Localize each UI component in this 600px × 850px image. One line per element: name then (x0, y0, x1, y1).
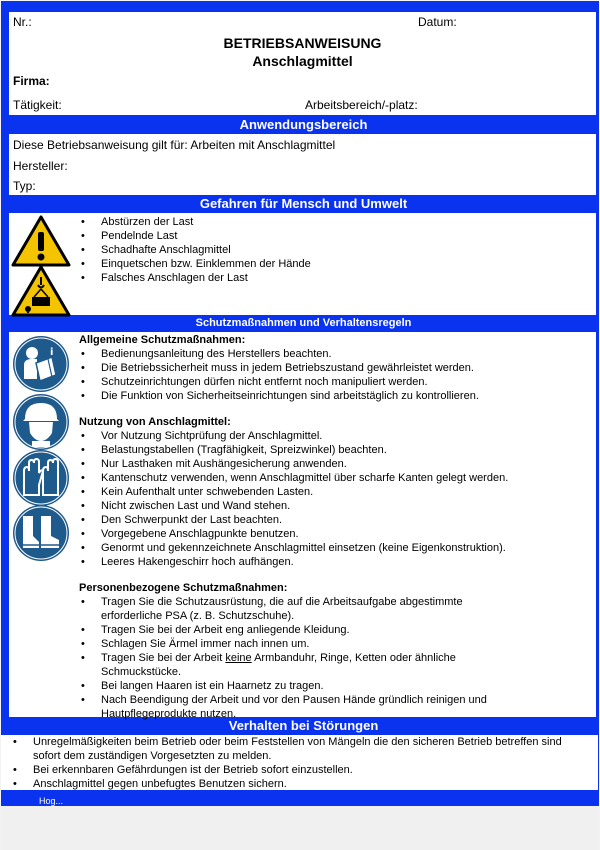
firma-label: Firma: (13, 74, 50, 88)
gefahren-heading (10, 196, 597, 212)
header-box (9, 12, 596, 115)
nutzung-list (80, 429, 508, 569)
list-item (80, 595, 487, 623)
list-item: • Genormt und gekennzeichnete Anschlagmittel einsetzen (keine Eigenkonstruktion). (80, 541, 508, 555)
allgemein-list (80, 347, 479, 403)
schutz-heading (10, 316, 597, 331)
list-item: • Anschlagmittel gegen unbefugtes Benutzen sichern. (12, 777, 562, 791)
list-item-line: sofort dem zuständigen Vorgesetzten zu melden. (33, 750, 272, 762)
document-title: BETRIEBSANWEISUNG (223, 35, 382, 51)
gefahren-box (9, 213, 596, 315)
list-item: • Den Schwerpunkt der Last beachten. (80, 513, 508, 527)
footer-text: Hog... (39, 796, 64, 806)
stoerungen-list (12, 735, 562, 791)
list-item: • Schlagen Sie Ärmel immer nach innen um. (80, 637, 487, 651)
gefahren-list (80, 215, 311, 285)
list-item: • Schadhafte Anschlagmittel (80, 243, 311, 257)
stoerungen-heading-text: Verhalten bei Störungen (228, 718, 379, 733)
list-item-text: Tragen Sie bei der Arbeit (101, 652, 226, 664)
list-item: • Bei langen Haaren ist ein Haarnetz zu tragen. (80, 679, 487, 693)
hard-hat-icon (12, 393, 70, 451)
list-item-text: Armbanduhr, Ringe, Ketten oder ähnliche (251, 652, 456, 664)
page-footer-area (1, 806, 599, 850)
list-item: • Bedienungsanleitung des Herstellers beachten. (80, 347, 479, 361)
general-warning-icon (11, 215, 71, 267)
list-item: • Kantenschutz verwenden, wenn Anschlagmittel über scharfe Kanten gelegt werden. (80, 471, 508, 485)
svg-text:i: i (50, 347, 54, 358)
list-item-line: Schmuckstücke. (101, 666, 182, 678)
gefahren-heading-text: Gefahren für Mensch und Umwelt (199, 196, 408, 211)
anwendungsbereich-heading-text: Anwendungsbereich (239, 117, 368, 132)
nutzung-heading: Nutzung von Anschlagmittel: (79, 416, 231, 428)
list-item: • Pendelnde Last (80, 229, 311, 243)
list-item: • Leeres Hakengeschirr hoch aufhängen. (80, 555, 508, 569)
gloves-icon (12, 449, 70, 507)
gilt-fuer-text: Diese Betriebsanweisung gilt für: Arbeiten mit Anschlagmittel (13, 138, 336, 152)
schutz-heading-text: Schutzmaßnahmen und Verhaltensregeln (195, 317, 412, 329)
list-item-line: Nach Beendigung der Arbeit und vor den Pausen Hände gründlich reinigen und (101, 694, 487, 706)
list-item-line: Unregelmäßigkeiten beim Betrieb oder beim Feststellen von Mängeln die den sicheren Betrieb betreffen sind (33, 736, 562, 748)
read-manual-icon (12, 335, 70, 393)
nr-label: Nr.: (13, 15, 32, 29)
person-list (80, 595, 487, 721)
list-item: • Nicht zwischen Last und Wand stehen. (80, 499, 508, 513)
safety-boots-icon (12, 504, 70, 562)
anwendungsbereich-heading (10, 117, 597, 133)
list-item: • Bei erkennbaren Gefährdungen ist der Betrieb sofort einzustellen. (12, 763, 562, 777)
list-item: • Die Betriebssicherheit muss in jedem Betriebszustand gewährleistet werden. (80, 361, 479, 375)
list-item-line: erforderliche PSA (z. B. Schutzschuhe). (101, 610, 295, 622)
list-item (80, 651, 487, 679)
suspended-load-warning-icon (11, 265, 71, 317)
emphasis-keine: keine (225, 652, 252, 664)
hersteller-label: Hersteller: (13, 159, 68, 173)
list-item: • Einquetschen bzw. Einklemmen der Hände (80, 257, 311, 271)
document-subtitle: Anschlagmittel (252, 53, 353, 69)
schutz-box (9, 332, 596, 720)
anwendungsbereich-box (9, 134, 596, 195)
allgemein-heading: Allgemeine Schutzmaßnahmen: (79, 334, 246, 346)
list-item: • Die Funktion von Sicherheitseinrichtungen sind arbeitstäglich zu kontrollieren. (80, 389, 479, 403)
list-item (80, 693, 487, 721)
person-heading: Personenbezogene Schutzmaßnahmen: (79, 582, 288, 594)
list-item-line: Tragen Sie die Schutzausrüstung, die auf die Arbeitsaufgabe abgestimmte (101, 596, 463, 608)
list-item: • Nur Lasthaken mit Aushängesicherung anwenden. (80, 457, 508, 471)
list-item (12, 735, 562, 763)
list-item: • Tragen Sie bei der Arbeit eng anliegende Kleidung. (80, 623, 487, 637)
datum-label: Datum: (418, 15, 457, 29)
document-sheet (1, 1, 599, 806)
list-item: • Kein Aufenthalt unter schwebenden Lasten. (80, 485, 508, 499)
arbeitsbereich-label: Arbeitsbereich/-platz: (305, 98, 418, 112)
list-item: • Schutzeinrichtungen dürfen nicht entfernt noch manipuliert werden. (80, 375, 479, 389)
list-item: • Falsches Anschlagen der Last (80, 271, 311, 285)
list-item-line: Hautpflegeprodukte nutzen. (101, 708, 237, 720)
stoerungen-box (1, 735, 598, 790)
stoerungen-heading (10, 718, 597, 734)
list-item: • Belastungstabellen (Tragfähigkeit, Spreizwinkel) beachten. (80, 443, 508, 457)
list-item: • Vor Nutzung Sichtprüfung der Anschlagmittel. (80, 429, 508, 443)
list-item: • Vorgegebene Anschlagpunkte benutzen. (80, 527, 508, 541)
taetigkeit-label: Tätigkeit: (13, 98, 62, 112)
typ-label: Typ: (13, 179, 36, 193)
list-item: • Abstürzen der Last (80, 215, 311, 229)
